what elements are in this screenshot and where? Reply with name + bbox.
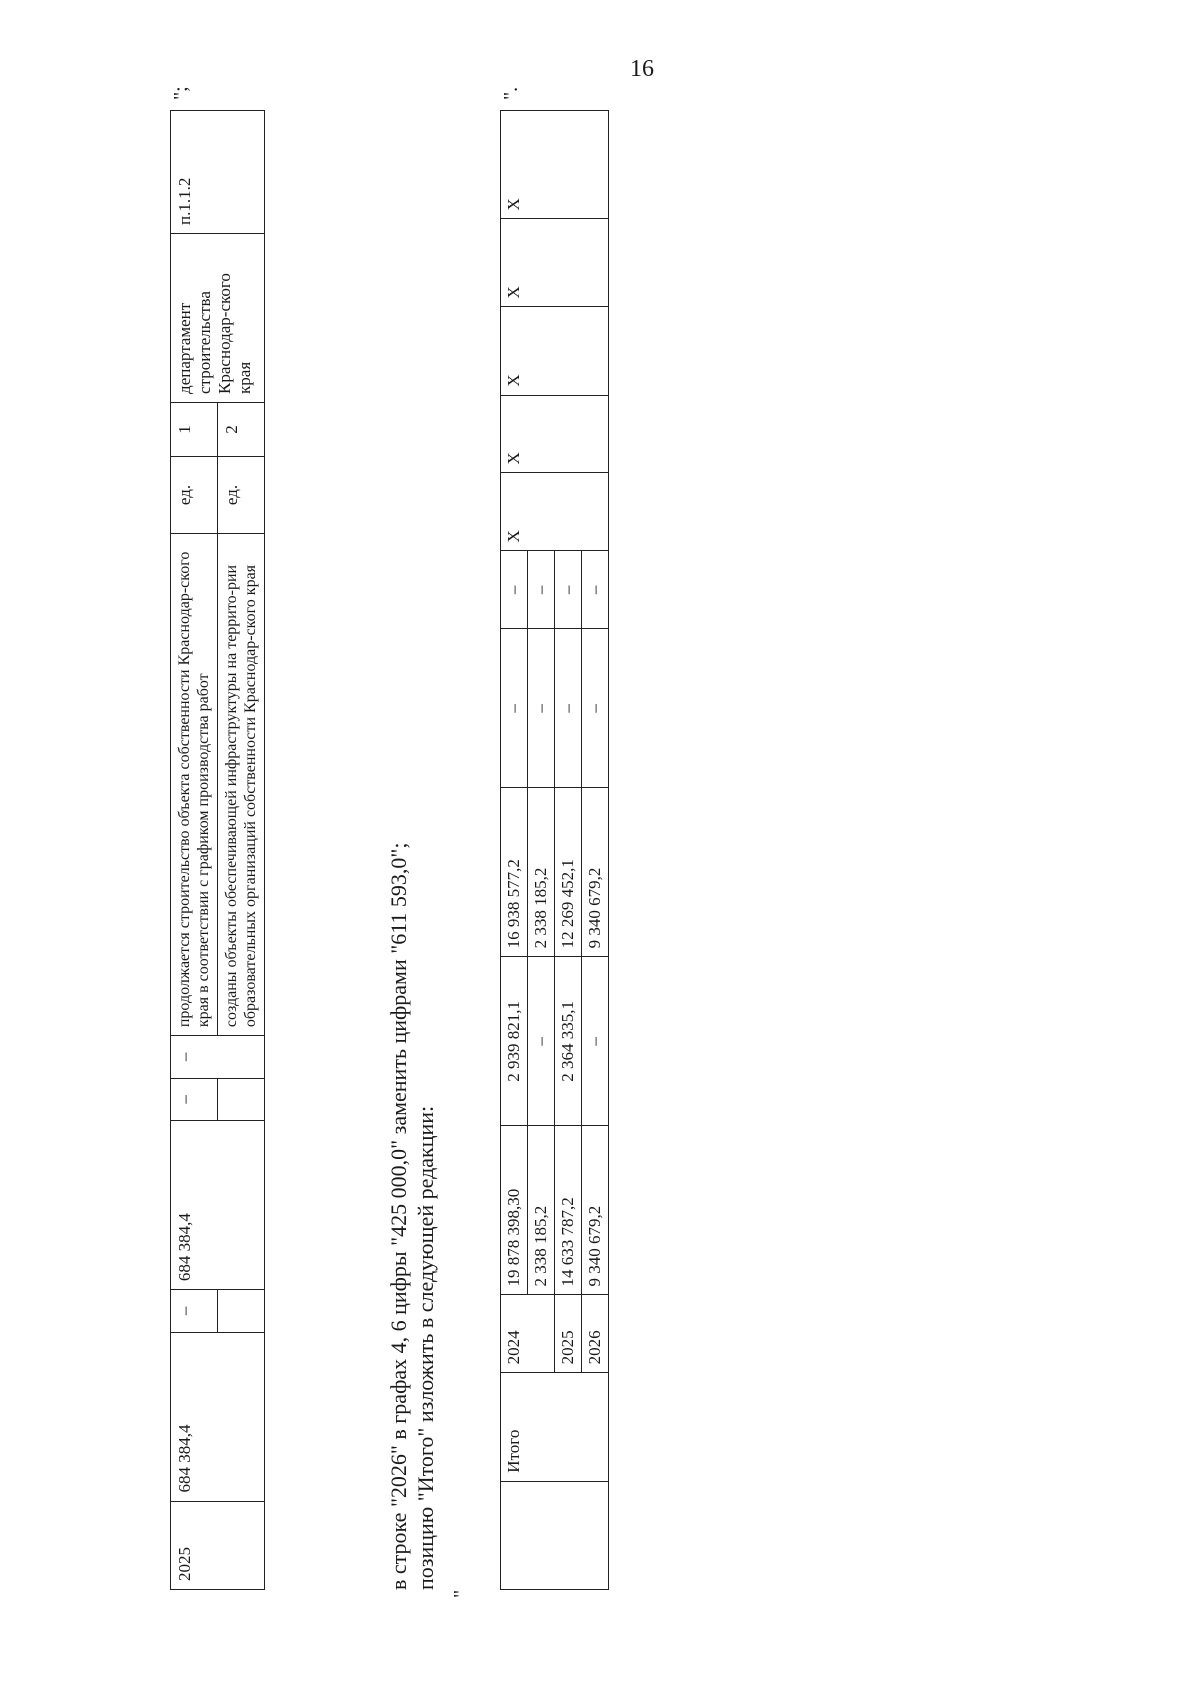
cell-c2: 2 939 821,1 — [501, 957, 528, 1126]
table-row — [501, 111, 528, 1590]
cell-c4: – — [555, 629, 582, 788]
cell-dash-c: – — [171, 1036, 265, 1079]
closing-quote-1: "; — [170, 86, 192, 100]
cell-blank — [501, 1481, 609, 1589]
rotated-content — [170, 86, 730, 1598]
cell-total: 14 633 787,2 — [555, 1126, 582, 1295]
cell-val1: 1 — [171, 402, 218, 456]
cell-c3: 12 269 452,1 — [555, 788, 582, 957]
cell-total: 2 338 185,2 — [528, 1126, 555, 1295]
cell-amount1: 684 384,4 — [171, 1332, 265, 1501]
table-itogo — [500, 110, 609, 1590]
cell-c2: – — [582, 957, 609, 1126]
cell-x5: Х — [501, 111, 609, 219]
cell-x2: Х — [501, 395, 609, 473]
cell-total: 19 878 398,30 — [501, 1126, 528, 1295]
cell-c4: – — [501, 629, 528, 788]
cell-dash-a: – — [171, 1290, 218, 1333]
instruction-text — [385, 110, 439, 1590]
cell-amount2: 684 384,4 — [171, 1121, 265, 1290]
opening-quote: " — [450, 1589, 472, 1598]
cell-dept: департамент строительства Краснодар-ского края — [171, 234, 265, 403]
table-program-item — [170, 110, 265, 1590]
cell-year: 2025 — [171, 1501, 265, 1589]
instruction-line-2: позицию "Итого" изложить в следующей редакции: — [413, 1105, 438, 1590]
cell-c3: 2 338 185,2 — [528, 788, 555, 957]
cell-c4: – — [528, 629, 555, 788]
cell-c3: 9 340 679,2 — [582, 788, 609, 957]
cell-c4: – — [582, 629, 609, 788]
page-number: 16 — [630, 56, 654, 82]
cell-desc1: продолжается строительство объекта собственности Краснодар-ского края в соответствии с графиком производства работ — [171, 533, 218, 1035]
cell-x1: Х — [501, 473, 609, 551]
cell-total: 9 340 679,2 — [582, 1126, 609, 1295]
cell-year: 2026 — [582, 1295, 609, 1373]
cell-c5: – — [501, 551, 528, 629]
cell-c5: – — [582, 551, 609, 629]
cell-year: 2024 — [501, 1295, 555, 1373]
cell-itogo-label: Итого — [501, 1373, 609, 1481]
cell-desc2: созданы объекты обеспечивающей инфраструктуры на террито-рии образовательных организаций собственности Краснодар-ского края — [218, 533, 265, 1035]
cell-year: 2025 — [555, 1295, 582, 1373]
closing-quote-2: ". — [500, 86, 522, 100]
cell-x4: Х — [501, 219, 609, 307]
cell-dash-b: – — [171, 1078, 218, 1121]
cell-c2: 2 364 335,1 — [555, 957, 582, 1126]
cell-c5: – — [528, 551, 555, 629]
cell-unit2: ед. — [218, 456, 265, 533]
cell-c5: – — [555, 551, 582, 629]
cell-c3: 16 938 577,2 — [501, 788, 528, 957]
cell-empty-b — [218, 1078, 265, 1121]
cell-unit1: ед. — [171, 456, 218, 533]
cell-x3: Х — [501, 307, 609, 395]
cell-val2: 2 — [218, 402, 265, 456]
cell-empty-a — [218, 1290, 265, 1333]
cell-c2: – — [528, 957, 555, 1126]
instruction-line-1: в строке "2026" в графах 4, 6 цифры "425 000,0" заменить цифрами "611 593,0"; — [386, 842, 411, 1590]
cell-ref: п.1.1.2 — [171, 111, 265, 234]
